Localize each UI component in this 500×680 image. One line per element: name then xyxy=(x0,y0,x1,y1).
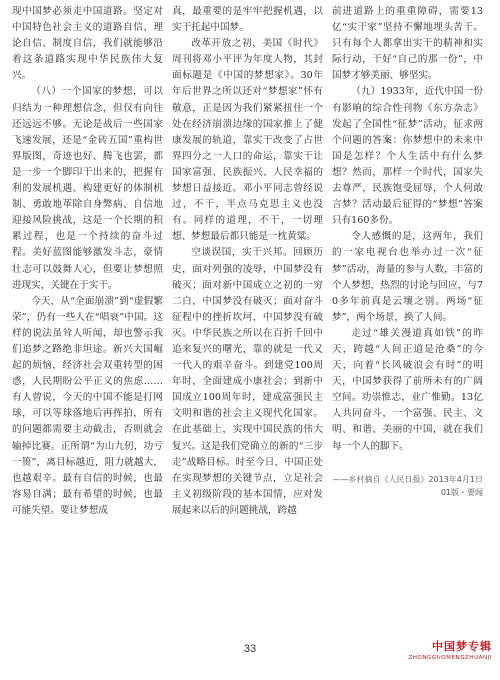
paragraph: 改革开放之初，美国《时代》周刊将邓小平评为年度人物，其封面标题是《中国的梦想家》。30年年后世界之所以还对“梦想家”怀有敬意，正是因为我们紧紧扭住一个处在经济崩溃边缘的国家推上了健康发展的轨道，靠实干改变了占世界四分之一人口的命运，靠实干让国家富强、民族振兴、人民幸福的梦想日益接近。邓小平同志曾经说过，不干，半点马克思主义也没有。同样的道理，不干，一切理想、梦想最后都只能是一枕黄粱。 xyxy=(172,38,323,243)
brand-title: 中国梦专辑 xyxy=(432,640,492,653)
source-citation: ——乡村摘自《人民日报》2013年4月1日01版・要闻 xyxy=(332,474,483,497)
paragraph: 前进道路上的重重障碍，需要13亿“实干家”坚持不懈地埋头苦干。只有每个人都拿出实干的精神和实际行动，干好“自己的那一份”，中国梦才够美丽、够坚实。 xyxy=(332,6,483,82)
paragraph: 令人感慨的是，这两年，我们的一家电视台也举办过一次“征梦”活动，海量的参与人数，丰富的个人梦想，热烈的讨论与回应，与70多年前真是云壤之别。两场“征梦”，两个场景，换了人间。 xyxy=(332,231,483,323)
paragraph: （八）一个国家的梦想，可以归结为一种理想信念，但仅有向往还远远不够。无论是战后一些国家飞速发展，还是“金砖五国”重构世界版图，奇迹也好、腾飞也罢，都是一步一个脚印干出来的，把握有利的发展机遇、构建更好的体制机制、勇敢地革除自身弊病、自信地迎接风险挑战，这是一个长期的积累过程，也是一个持续的奋斗过程。美好蓝图能够激发斗志，豪情壮志可以鼓舞人心，但要让梦想照进现实，关键在于实干。 xyxy=(12,86,163,291)
paragraph: 空谈误国，实干兴邦。回顾历史，面对列强的凌辱，中国梦没有破灭；面对新中国成立之初的一穷二白，中国梦没有破灭；面对奋斗征程中的挫折坎坷，中国梦没有破灭。中华民族之所以在百折千回中追来复兴的曙光，靠的就是一代又一代人的艰辛奋斗。到建党100周年时，全面建成小康社会；到新中国成立100周年时，建成富强民主文明和谐的社会主义现代化国家。在此基础上，实现中国民族的伟大复兴。这是我们党确立的新的“三步走”战略目标。时至今日，中国正处在实现梦想的关键节点，立足社会主义初级阶段的基本国情，应对发展起来以后的问题挑战，跨越 xyxy=(172,247,323,516)
paragraph: 走过“雄关漫道真如铁”的昨天，跨越“人间正道是沧桑”的今天，向着“长风破浪会有时”的明天，中国梦获得了前所未有的广阔空间。功崇惟志，业广惟勤。13亿人共同奋斗，一个富强、民主、文明、和谐、美丽的中国，就在我们每一个人的脚下。 xyxy=(332,327,483,452)
column-3 xyxy=(332,4,483,639)
paragraph: 今天，从“全面崩溃”到“虚假繁荣”，仍有一些人在“唱衰”中国。这样的说法虽耸人听闻，却也警示我们追梦之路绝非坦途。新兴大国崛起的烦恼，经济社会双重转型的困惑，人民期盼公平正义的焦虑……有人曾说，今天的中国不能是打网球，可以等球落地后再挥拍，所有的问题都需要主动截击，否则就会输掉比赛。正所谓“为山九仞，功亏一篑”，离目标越近，阻力就越大，也越艰辛。最有自信的时候，也最容易自满；最有希望的时候，也最可能失望。要让梦想成 xyxy=(12,295,163,516)
paragraph: 现中国梦必须走中国道路。坚定对中国特色社会主义的道路自信、理论自信、制度自信，我们就能够沿着这条道路实现中华民族伟大复兴。 xyxy=(12,6,163,82)
page-number: 33 xyxy=(243,643,257,655)
column-1 xyxy=(12,4,163,639)
brand-subtitle: ZHONGGUOMENGZHUANJI xyxy=(408,655,492,661)
section-brand xyxy=(408,638,492,661)
paragraph: （九）1933年，近代中国一份有影响的综合性刊物《东方杂志》发起了全国性“征梦”活动，征求两个问题的答案：你梦想中的未来中国是怎样？个人生活中有什么梦想？然而，那样一个时代，国家失去尊严，民族饱受屈辱，个人何敢言梦？活动最后征得的“梦想”答案只有160多份。 xyxy=(332,86,483,227)
column-2 xyxy=(172,4,323,639)
paragraph: 真，最重要的是牢牢把握机遇，以实干托起中国梦。 xyxy=(172,6,323,34)
